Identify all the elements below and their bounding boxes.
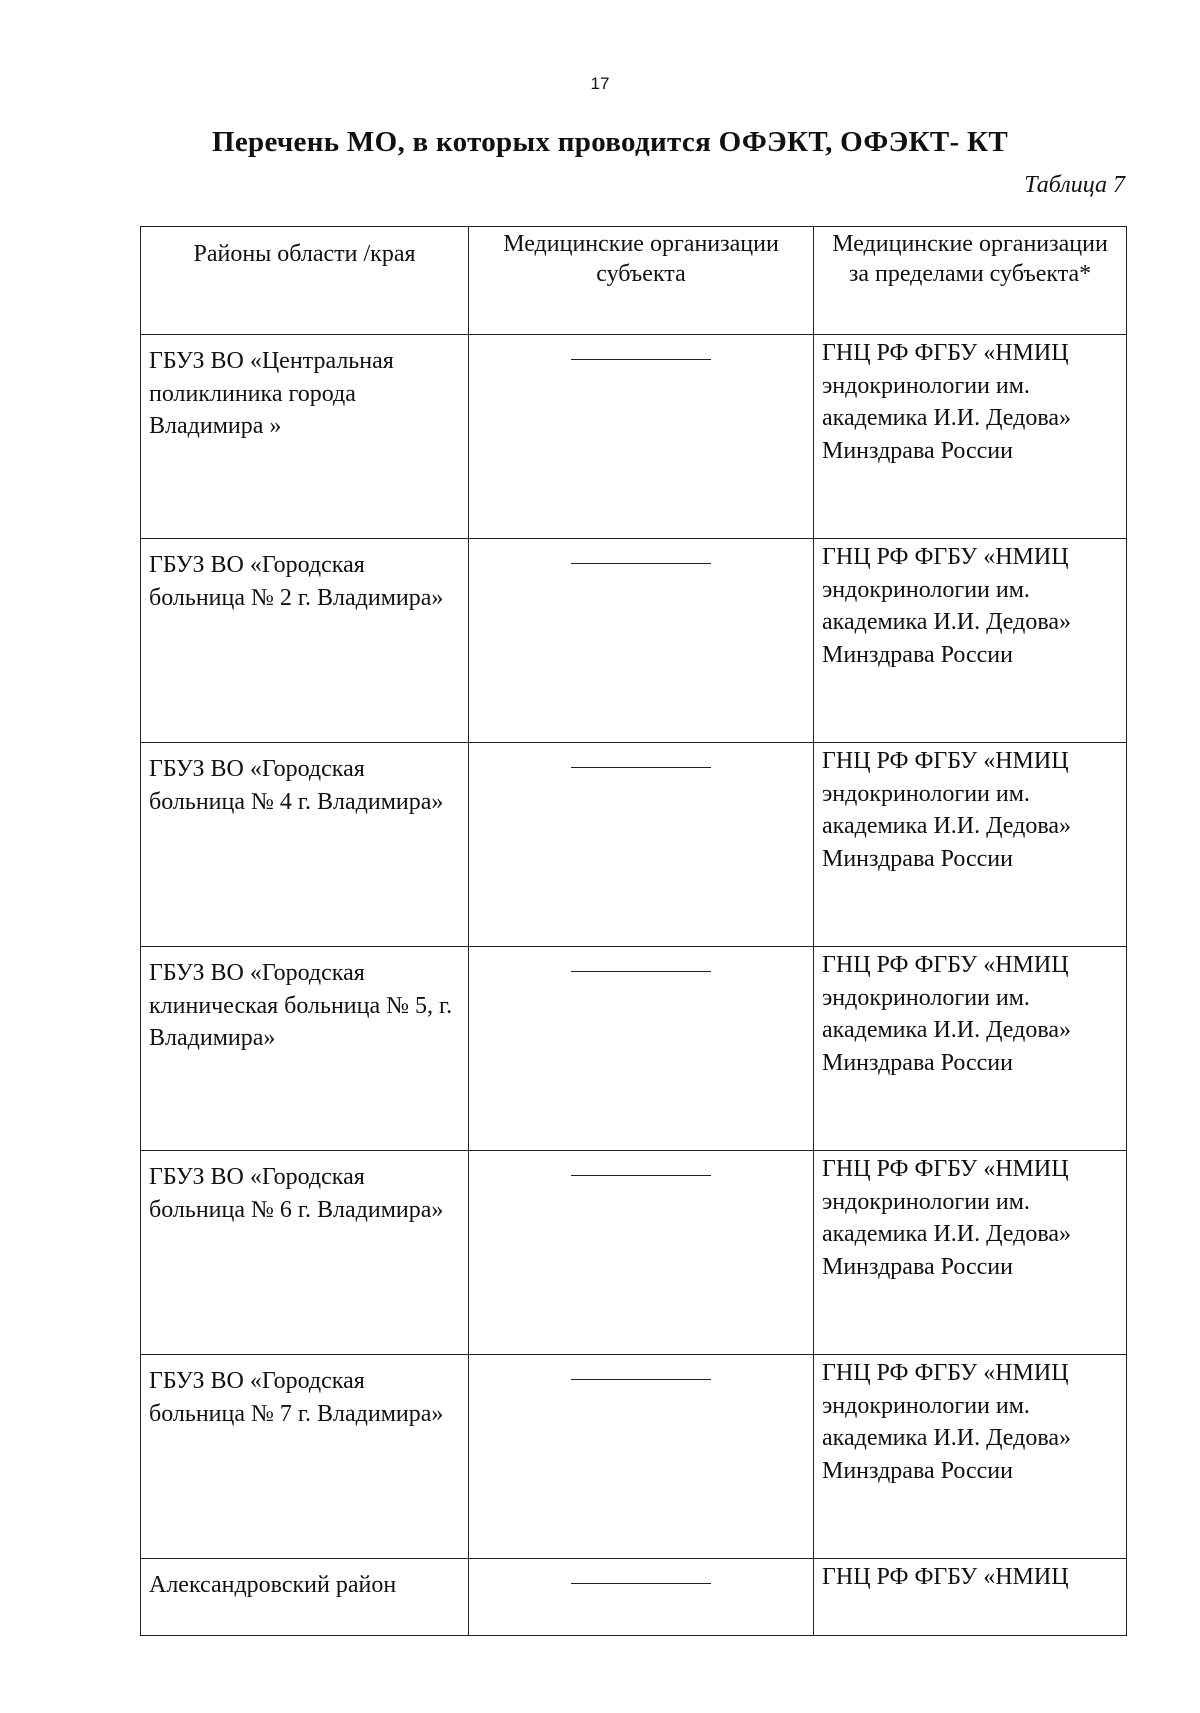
table-row: [141, 743, 1127, 947]
medical-organizations-table: [140, 226, 1127, 1636]
outside-organizations-cell: ГНЦ РФ ФГБУ «НМИЦ эндокринологии им. академика И.И. Дедова» Минздрава России: [814, 1355, 1127, 1559]
table-row: [141, 1355, 1127, 1559]
header-subject-organizations: Медицинские организации субъекта: [469, 227, 814, 335]
outside-organizations-cell: ГНЦ РФ ФГБУ «НМИЦ эндокринологии им. академика И.И. Дедова» Минздрава России: [814, 1151, 1127, 1355]
district-cell: ГБУЗ ВО «Городская больница № 7 г. Владимира»: [141, 1355, 469, 1559]
subject-organizations-cell: [469, 1355, 814, 1559]
subject-organizations-cell: [469, 539, 814, 743]
subject-organizations-cell: [469, 947, 814, 1151]
header-outside-organizations: Медицинские организации за пределами субъекта*: [814, 227, 1127, 335]
district-cell: ГБУЗ ВО «Центральная поликлиника города Владимира »: [141, 335, 469, 539]
table-body: [141, 335, 1127, 1636]
empty-dash: [571, 1379, 711, 1380]
empty-dash: [571, 767, 711, 768]
district-cell: Александровский район: [141, 1559, 469, 1636]
subject-organizations-cell: [469, 335, 814, 539]
table-row: [141, 1559, 1127, 1636]
table-row: [141, 1151, 1127, 1355]
table-row: [141, 539, 1127, 743]
district-cell: ГБУЗ ВО «Городская больница № 2 г. Владимира»: [141, 539, 469, 743]
empty-dash: [571, 1583, 711, 1584]
empty-dash: [571, 359, 711, 360]
district-cell: ГБУЗ ВО «Городская больница № 6 г. Владимира»: [141, 1151, 469, 1355]
subject-organizations-cell: [469, 743, 814, 947]
outside-organizations-cell: ГНЦ РФ ФГБУ «НМИЦ эндокринологии им. академика И.И. Дедова» Минздрава России: [814, 335, 1127, 539]
outside-organizations-cell: ГНЦ РФ ФГБУ «НМИЦ: [814, 1559, 1127, 1636]
empty-dash: [571, 971, 711, 972]
outside-organizations-cell: ГНЦ РФ ФГБУ «НМИЦ эндокринологии им. академика И.И. Дедова» Минздрава России: [814, 743, 1127, 947]
empty-dash: [571, 1175, 711, 1176]
outside-organizations-cell: ГНЦ РФ ФГБУ «НМИЦ эндокринологии им. академика И.И. Дедова» Минздрава России: [814, 947, 1127, 1151]
table-row: [141, 335, 1127, 539]
district-cell: ГБУЗ ВО «Городская больница № 4 г. Владимира»: [141, 743, 469, 947]
header-districts: Районы области /края: [141, 227, 469, 335]
district-cell: ГБУЗ ВО «Городская клиническая больница № 5, г. Владимира»: [141, 947, 469, 1151]
subject-organizations-cell: [469, 1559, 814, 1636]
header-row: [141, 227, 1127, 335]
document-title: Перечень МО, в которых проводится ОФЭКТ, ОФЭКТ- КТ: [211, 126, 1009, 158]
table-header: [141, 227, 1127, 335]
subject-organizations-cell: [469, 1151, 814, 1355]
empty-dash: [571, 563, 711, 564]
outside-organizations-cell: ГНЦ РФ ФГБУ «НМИЦ эндокринологии им. академика И.И. Дедова» Минздрава России: [814, 539, 1127, 743]
table-caption: Таблица 7: [1024, 172, 1125, 198]
page-number: 17: [590, 74, 610, 93]
table-row: [141, 947, 1127, 1151]
